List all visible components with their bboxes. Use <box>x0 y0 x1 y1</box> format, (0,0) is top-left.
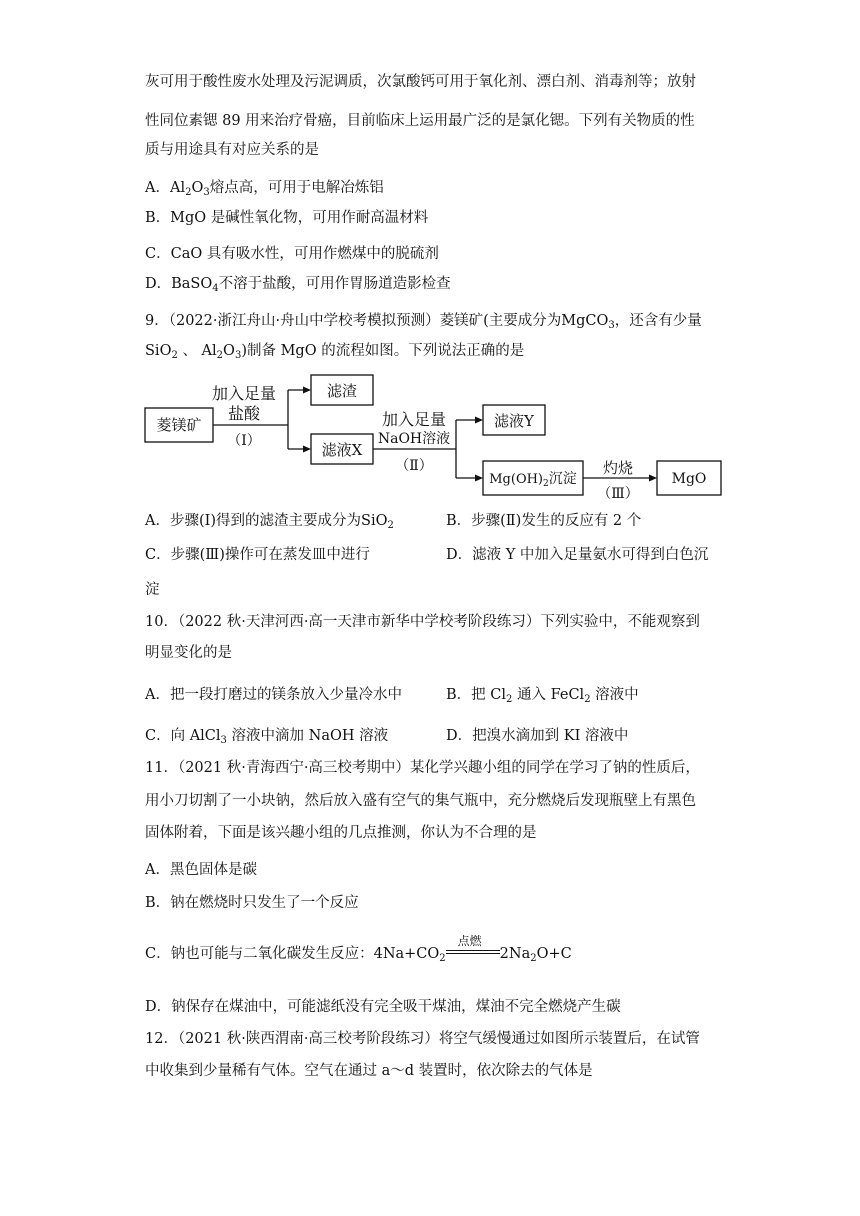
q9-option-b: B．步骤(Ⅱ)发生的反应有 2 个 <box>446 513 642 529</box>
box-filtrate-y-label: 滤液Y <box>494 412 534 430</box>
q11-option-d: D．钠保存在煤油中，可能滤纸没有完全吸干煤油，煤油不完全燃烧产生碳 <box>145 999 621 1015</box>
reaction-condition-ignite: 点燃 <box>446 944 500 964</box>
q11-option-a: A．黑色固体是碳 <box>145 862 257 878</box>
q11-option-b: B．钠在燃烧时只发生了一个反应 <box>145 895 359 911</box>
q8-option-d: D．BaSO$_4$不溶于盐酸，可用作胃肠道造影检查 <box>145 276 451 294</box>
step1-reagent: 加入足量 <box>211 384 277 403</box>
q8-option-b: B．MgO 是碱性氧化物，可用作耐高温材料 <box>145 210 429 226</box>
q10-option-a: A．把一段打磨过的镁条放入少量冷水中 <box>145 687 402 703</box>
step1-reagent-2: 盐酸 <box>227 404 261 423</box>
q10-option-c: C．向 AlCl$_3$ 溶液中滴加 NaOH 溶液 <box>145 728 389 746</box>
q9-stem-line-1: 9．（2022·浙江舟山·舟山中学校考模拟预测）菱镁矿(主要成分为MgCO$_3$，还含有少量 <box>145 313 702 331</box>
q9-option-d-cont: 淀 <box>145 582 160 598</box>
q9-stem-line-2: SiO$_2$ 、 $Al_2O_3$)制备 MgO 的流程如图。下列说法正确的是 <box>145 343 525 361</box>
q11-option-c: C．钠也可能与二氧化碳发生反应：$4Na+CO_2$ 点燃 $2Na_2O+C$ <box>145 934 572 964</box>
step2-reagent: 加入足量 <box>381 410 447 429</box>
q10-option-d: D．把溴水滴加到 KI 溶液中 <box>446 728 629 744</box>
q11-stem-line-1: 11．（2021 秋·青海西宁·高三校考期中）某化学兴趣小组的同学在学习了钠的性质后， <box>145 760 700 776</box>
q11-stem-line-2: 用小刀切割了一小块钠，然后放入盛有空气的集气瓶中，充分燃烧后发现瓶壁上有黑色 <box>145 793 696 809</box>
q9-option-c: C．步骤(Ⅲ)操作可在蒸发皿中进行 <box>145 547 370 563</box>
step2-reagent-2: NaOH溶液 <box>377 431 451 447</box>
step3-process: 灼烧 <box>602 459 634 477</box>
box-precipitate-label: $Mg(OH)_2$沉淀 <box>489 471 577 489</box>
q10-stem-line-1: 10．（2022 秋·天津河西·高一天津市新华中学校考阶段练习）下列实验中，不能观察到 <box>145 614 700 630</box>
q9-option-d: D．滤液 Y 中加入足量氨水可得到白色沉 <box>446 547 709 563</box>
intro-line-3: 质与用途具有对应关系的是 <box>145 142 319 158</box>
box-residue-label: 滤渣 <box>326 382 358 400</box>
q8-option-c: C．CaO 具有吸水性，可用作燃煤中的脱硫剂 <box>145 246 439 262</box>
q12-stem-line-1: 12．（2021 秋·陕西渭南·高三校考阶段练习）将空气缓慢通过如图所示装置后，在试管 <box>145 1031 700 1047</box>
q12-stem-line-2: 中收集到少量稀有气体。空气在通过 a～d 装置时，依次除去的气体是 <box>145 1063 593 1079</box>
q9-option-a: A．步骤(Ⅰ)得到的滤渣主要成分为SiO$_2$ <box>145 513 394 531</box>
step3-label: （Ⅲ） <box>597 486 639 502</box>
mgo-process-flowchart <box>140 372 740 506</box>
step1-label: （Ⅰ） <box>227 433 261 449</box>
intro-line-2: 性同位素锶 89 用来治疗骨癌，目前临床上运用最广泛的是氯化锶。下列有关物质的性 <box>145 113 695 129</box>
box-ore-label: 菱镁矿 <box>156 416 202 434</box>
step2-label: （Ⅱ） <box>395 458 433 474</box>
q11-stem-line-3: 固体附着，下面是该兴趣小组的几点推测，你认为不合理的是 <box>145 825 537 841</box>
q10-stem-line-2: 明显变化的是 <box>145 645 232 661</box>
q8-option-a: A．$Al_2O_3$熔点高，可用于电解冶炼铝 <box>145 180 384 198</box>
box-mgo-label: MgO <box>671 471 707 487</box>
q10-option-b: B．把 $Cl_2$ 通入 FeCl$_2$ 溶液中 <box>446 687 639 705</box>
box-filtrate-x-label: 滤液X <box>321 441 363 459</box>
intro-line-1: 灰可用于酸性废水处理及污泥调质，次氯酸钙可用于氧化剂、漂白剂、消毒剂等；放射 <box>145 74 696 90</box>
